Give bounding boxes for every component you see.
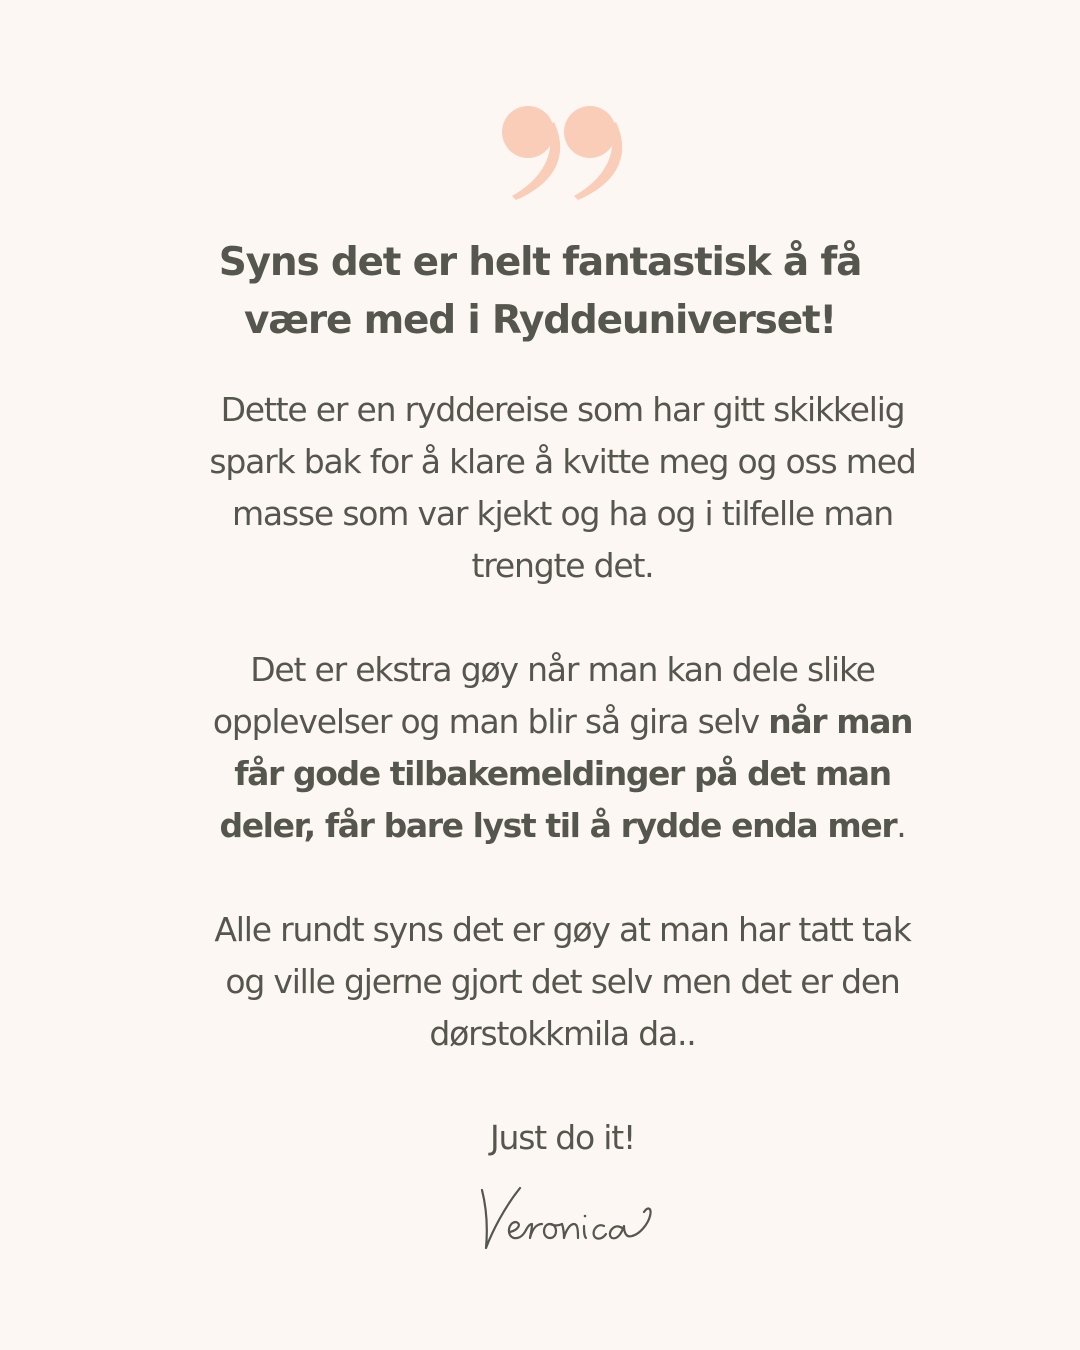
text-line: og ville gjerne gjort det selv men det er den — [225, 962, 900, 1001]
text-line — [90, 748, 1035, 800]
text-bold: får gode tilbakemeldinger på det man — [234, 754, 891, 793]
text-line: Dette er en ryddereise som har gitt skikkelig — [220, 390, 905, 429]
text-line — [90, 696, 1035, 748]
signature-veronica — [470, 1176, 670, 1260]
text-line: spark bak for å klare å kvitte meg og oss med — [209, 442, 916, 481]
text-bold: deler, får bare lyst til å rydde enda mer — [219, 806, 897, 845]
text-line: Just do it! — [489, 1118, 636, 1157]
text-line: Alle rundt syns det er gøy at man har tatt tak — [214, 910, 911, 949]
closing-text — [90, 1112, 1035, 1164]
text-line: trengte det. — [471, 546, 654, 585]
text-regular: . — [896, 806, 906, 845]
paragraph-2 — [90, 644, 1035, 852]
headline-line: være med i Ryddeuniverset! — [244, 298, 836, 343]
headline-line: Syns det er helt fantastisk å få — [218, 240, 862, 285]
paragraph-1 — [90, 384, 1035, 592]
text-line: Det er ekstra gøy når man kan dele slike — [250, 650, 875, 689]
text-line — [90, 800, 1035, 852]
text-bold: når man — [768, 702, 913, 741]
headline — [140, 234, 940, 350]
text-line: dørstokkmila da.. — [429, 1014, 696, 1053]
text-line: masse som var kjekt og ha og i tilfelle man — [231, 494, 894, 533]
text-regular: opplevelser og man blir så gira selv — [212, 702, 769, 741]
paragraph-3 — [90, 904, 1035, 1060]
quote-mark-icon — [498, 100, 628, 204]
